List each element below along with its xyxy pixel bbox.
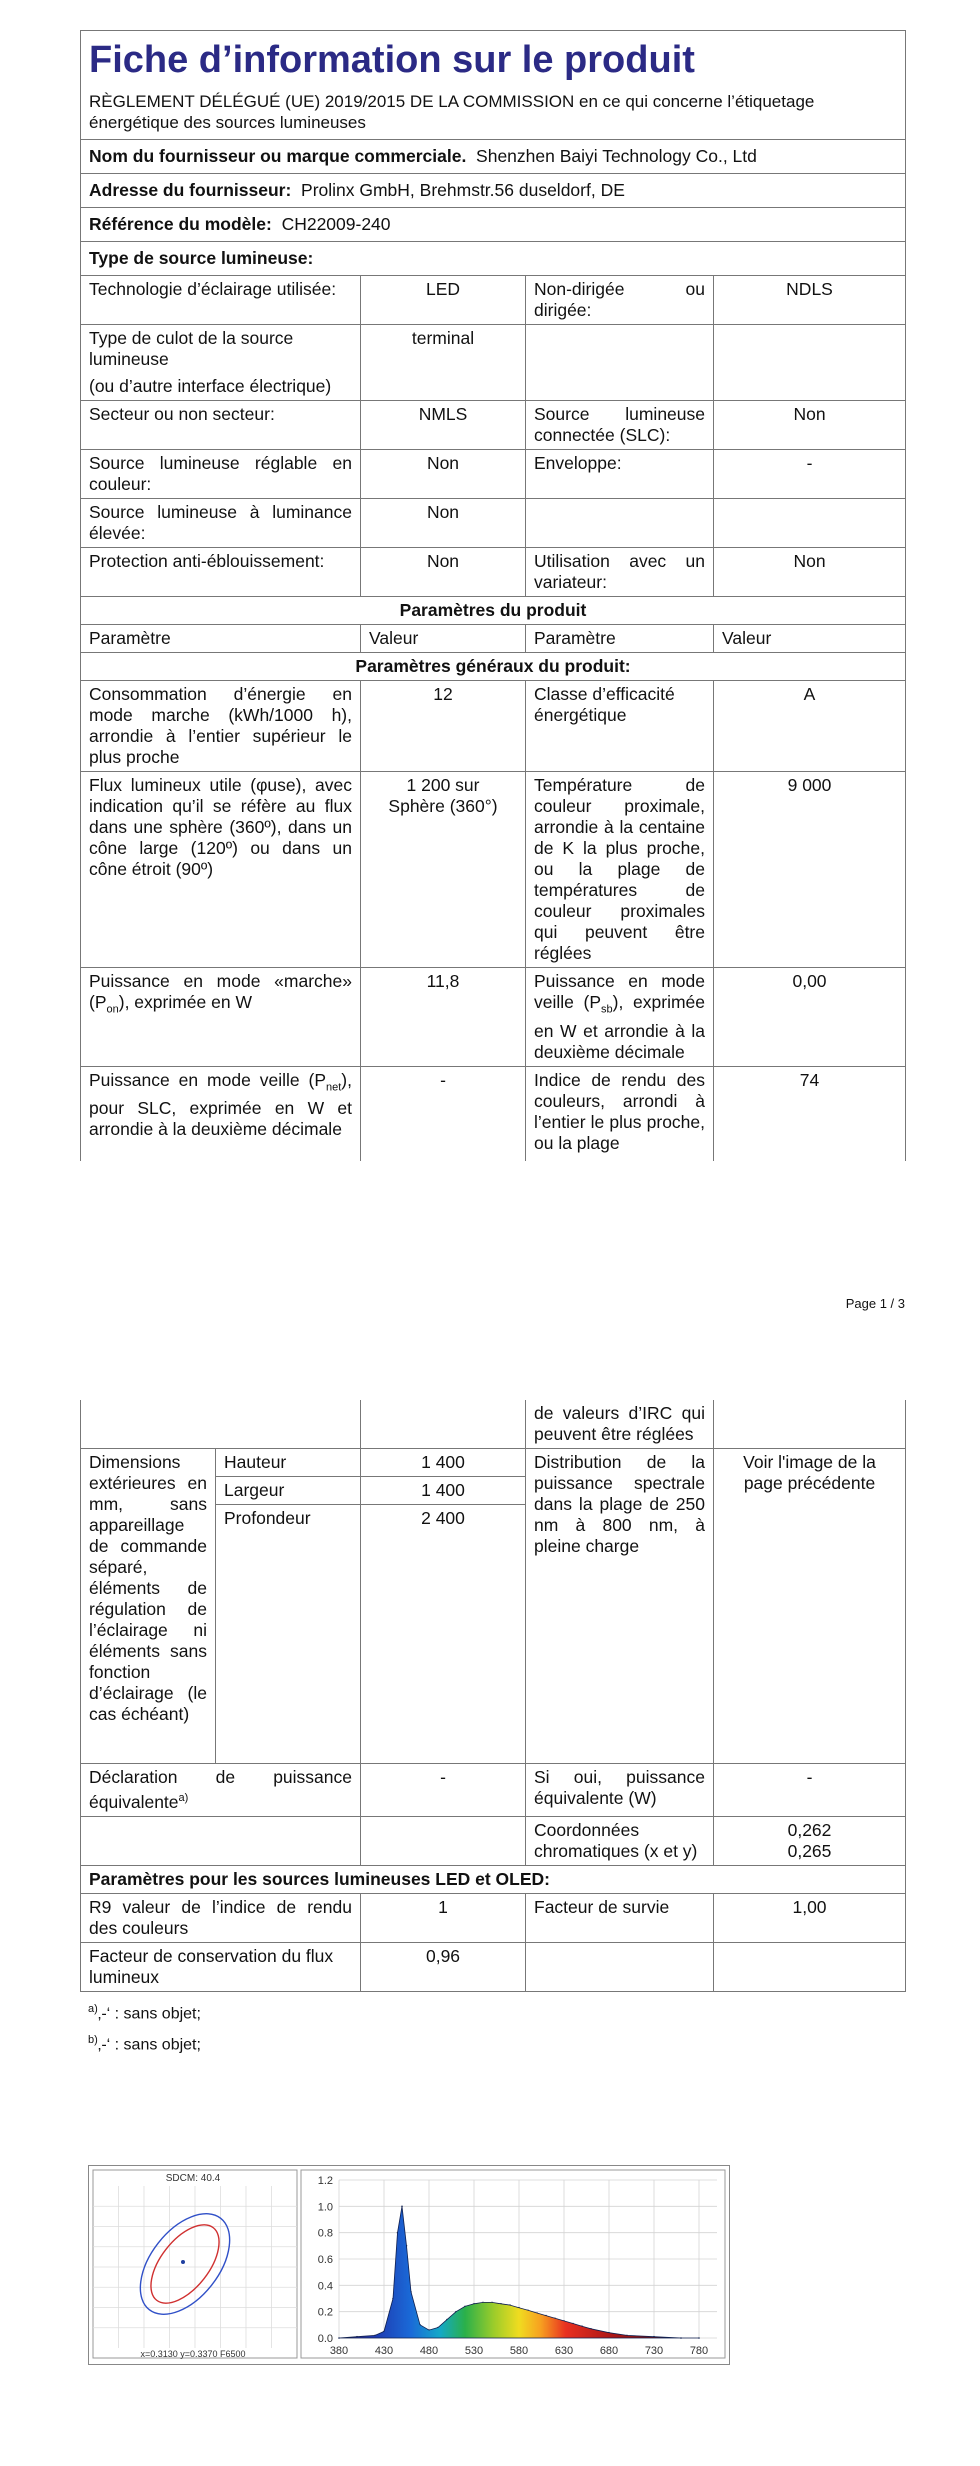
spectral-figure [88,2165,730,2365]
mains-row [81,401,906,450]
consumption-row [81,681,906,772]
product-params-heading: Paramètres du produit [81,597,906,625]
chromaticity-row [81,1816,906,1865]
x-tick-label: 630 [554,2345,574,2357]
flux-value-1: 1 200 sur [406,775,480,795]
spectrum-panel [301,2170,725,2358]
width-value: 1 400 [361,1477,526,1505]
cap-type-row [81,325,906,401]
high-luminance-row [81,499,906,548]
standby-label-end: ), exprimée en W et arrondie à la deuxième décimale [534,992,705,1062]
technology-label: Technologie d’éclairage utilisée: [81,276,361,325]
footnote-b [88,2027,905,2058]
cap-type-label-2: (ou d’autre interface électrique) [89,376,332,396]
depth-value: 2 400 [361,1505,526,1764]
survival-label: Facteur de survie [526,1893,714,1942]
cap-type-value: terminal [361,325,526,401]
power-on-sub: on [106,1003,119,1016]
equivalent-power-value: - [714,1764,906,1817]
info-table-page-2 [80,1400,906,1992]
net-standby-label-end: ), pour SLC, exprimée en W et arrondie à la deuxième décimale [89,1069,352,1139]
general-params-heading-row [81,653,906,681]
spectral-value: Voir l'image de la page précédente [714,1449,906,1764]
footnote-a [88,1996,905,2027]
dimmable-label: Utilisation avec un variateur: [526,548,714,597]
colour-tunable-row [81,450,906,499]
equivalent-power-row [81,1764,906,1817]
coords-label: x=0.3130 y=0.3370 F6500 [140,2349,246,2359]
col-param-1: Paramètre [81,625,361,653]
dimensions-label: Dimensions extérieures en mm, sans appareillage de commande séparé, éléments de régulation de l’éclairage ni éléments sans fonction d’éclairage (le cas échéant) [81,1449,216,1764]
sdcm-label: SDCM: 40.4 [165,2173,221,2184]
header-row [81,31,906,140]
equivalent-value: - [361,1764,526,1817]
footnotes [80,1996,905,2059]
height-row [81,1449,906,1477]
dimmable-value: Non [714,548,906,597]
info-table-page-1 [80,30,906,1161]
cct-label: Température de couleur proximale, arrondie à la centaine de K la plus proche, ou la plage de températures de couleur proximales qui peuvent être réglées [526,772,714,968]
x-tick-label: 730 [644,2345,664,2357]
r9-value: 1 [361,1893,526,1942]
x-tick-label: 680 [599,2345,619,2357]
standby-sub: sb [601,1003,613,1016]
survival-value: 1,00 [714,1893,906,1942]
equivalent-sup: a) [178,1792,189,1804]
page-number: Page 1 / 3 [845,1296,905,1311]
equivalent-power-label: Si oui, puissance équivalente (W) [526,1764,714,1817]
standby-value: 0,00 [714,968,906,1067]
net-standby-row [81,1066,906,1161]
y-tick-label: 1.2 [317,2175,333,2187]
technology-row [81,276,906,325]
x-tick-label: 430 [374,2345,394,2357]
connected-label: Source lumineuse connectée (SLC): [526,401,714,450]
directional-label: Non-dirigée ou dirigée: [526,276,714,325]
depth-label: Profondeur [216,1505,361,1764]
chromaticity-panel [93,2170,297,2359]
lumen-maintenance-label: Facteur de conservation du flux lumineux [81,1942,361,1991]
efficiency-value: A [714,681,906,772]
supplier-address-label: Adresse du fournisseur: [89,180,292,200]
consumption-label: Consommation d’énergie en mode marche (kWh/1000 h), arrondie à l’entier supérieur le plus proche [81,681,361,772]
page-1 [80,30,905,1161]
source-type-heading-row [81,242,906,276]
chromaticity-x: 0,262 [787,1819,832,1840]
spectral-label: Distribution de la puissance spectrale dans la plage de 250 nm à 800 nm, à pleine charge [526,1449,714,1764]
lumen-maintenance-row [81,1942,906,1991]
cct-value: 9 000 [714,772,906,968]
x-tick-label: 580 [509,2345,529,2357]
model-reference-label: Référence du modèle: [89,214,272,234]
supplier-address-value: Prolinx GmbH, Brehmstr.56 duseldorf, DE [301,180,625,200]
equivalent-label: Déclaration de puissance équivalente [89,1767,352,1812]
r9-label: R9 valeur de l’indice de rendu des couleurs [81,1893,361,1942]
y-tick-label: 0.8 [317,2227,333,2240]
glare-label: Protection anti-éblouissement: [81,548,361,597]
col-param-2: Paramètre [526,625,714,653]
page-2 [80,1400,905,2058]
r9-row [81,1893,906,1942]
flux-value-2: Sphère (360°) [388,796,498,816]
spectral-figure-svg [89,2166,729,2364]
model-reference-row [81,208,906,242]
efficiency-label: Classe d’efficacité énergétique [526,681,714,772]
mains-value: NMLS [361,401,526,450]
led-params-heading-row [81,1865,906,1893]
envelope-value: - [714,450,906,499]
high-luminance-label: Source lumineuse à luminance élevée: [81,499,361,548]
chromaticity-label: Coordonnées chromatiques (x et y) [526,1816,714,1865]
model-reference-value: CH22009-240 [281,214,391,234]
technology-value: LED [361,276,526,325]
standby-label: Puissance en mode veille (P [534,971,705,1012]
footnote-a-marker: a) [88,2002,98,2015]
general-params-heading: Paramètres généraux du produit: [81,653,906,681]
cri-label-part-1: Indice de rendu des couleurs, arrondi à l’entier le plus proche, ou la plage [526,1066,714,1161]
connected-value: Non [714,401,906,450]
cri-value: 74 [714,1066,906,1161]
x-tick-label: 380 [329,2345,349,2357]
colour-tunable-value: Non [361,450,526,499]
y-tick-label: 1.0 [317,2201,333,2214]
x-tick-label: 480 [419,2345,439,2357]
cri-continued-row [81,1400,906,1449]
power-on-row [81,968,906,1067]
supplier-name-label: Nom du fournisseur ou marque commerciale. [89,146,467,166]
x-tick-label: 530 [464,2345,484,2357]
source-type-heading: Type de source lumineuse: [89,248,314,268]
net-standby-sub: net [326,1081,342,1093]
x-tick-label: 780 [689,2345,709,2357]
supplier-name-row [81,140,906,174]
colour-tunable-label: Source lumineuse réglable en couleur: [81,450,361,499]
product-params-heading-row [81,597,906,625]
net-standby-value: - [361,1066,526,1161]
footnote-b-marker: b) [88,2034,98,2047]
chromaticity-y: 0,265 [787,1840,832,1861]
glare-value: Non [361,548,526,597]
col-value-1: Valeur [361,625,526,653]
footnote-a-text: ‚-‘ : sans objet; [97,2005,201,2023]
height-value: 1 400 [361,1449,526,1477]
power-on-value: 11,8 [361,968,526,1067]
height-label: Hauteur [216,1449,361,1477]
supplier-address-row [81,174,906,208]
glare-row [81,548,906,597]
cap-type-label: Type de culot de la source lumineuse [89,328,294,369]
col-value-2: Valeur [714,625,906,653]
page-title: Fiche d’information sur le produit [89,39,695,81]
high-luminance-value: Non [361,499,526,548]
lumen-maintenance-value: 0,96 [361,1942,526,1991]
cri-label-part-2: de valeurs d’IRC qui peuvent être réglées [526,1400,714,1449]
supplier-name-value: Shenzhen Baiyi Technology Co., Ltd [476,146,757,166]
envelope-label: Enveloppe: [526,450,714,499]
y-tick-label: 0.0 [317,2333,333,2345]
footnote-b-text: ‚-‘ : sans objet; [97,2036,201,2054]
led-params-heading: Paramètres pour les sources lumineuses LED et OLED: [81,1865,906,1893]
power-on-label: Puissance en mode «marche» (P [89,971,352,1012]
y-tick-label: 0.2 [317,2306,333,2319]
column-header-row [81,625,906,653]
power-on-label-end: ), exprimée en W [118,992,252,1012]
y-tick-label: 0.6 [317,2254,333,2266]
consumption-value: 12 [361,681,526,772]
width-label: Largeur [216,1477,361,1505]
regulation-text: RÈGLEMENT DÉLÉGUÉ (UE) 2019/2015 DE LA COMMISSION en ce qui concerne l’étiquetage énergétique des sources lumineuses [89,92,815,132]
net-standby-label: Puissance en mode veille (P [89,1069,326,1090]
chromaticity-point [181,2260,185,2264]
mains-label: Secteur ou non secteur: [81,401,361,450]
flux-row [81,772,906,968]
flux-label: Flux lumineux utile (φuse), avec indication qu’il se réfère au flux dans une sphère (360º), dans un cône large (120º) ou dans un cône étroit (90º) [81,772,361,968]
y-tick-label: 0.4 [317,2280,333,2293]
directional-value: NDLS [714,276,906,325]
